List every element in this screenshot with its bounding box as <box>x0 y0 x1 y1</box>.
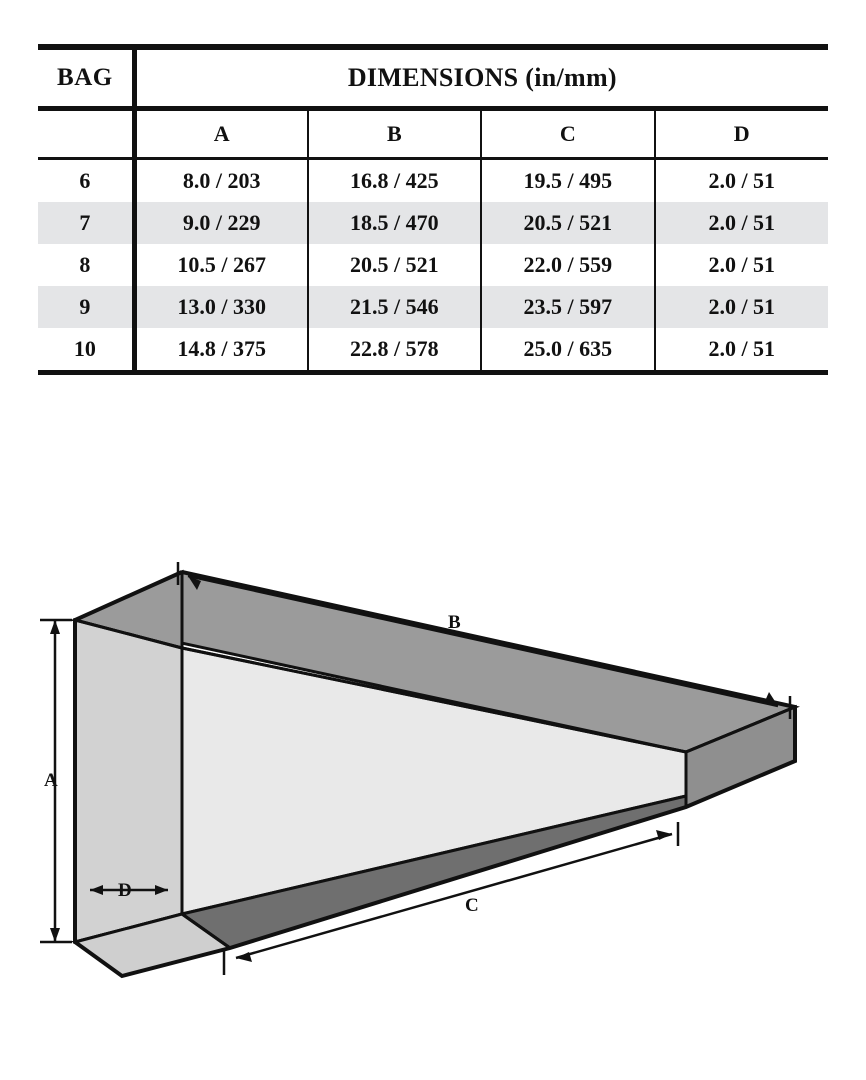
cell-bag-size: 8 <box>38 244 134 286</box>
cell-bag-size: 9 <box>38 286 134 328</box>
cell-bag-size: 6 <box>38 159 134 203</box>
cell-dim-d: 2.0 / 51 <box>655 244 829 286</box>
cell-dim-b: 18.5 / 470 <box>308 202 481 244</box>
dim-arrow-a-top <box>50 620 60 634</box>
table-row <box>38 202 828 244</box>
cell-dim-c: 19.5 / 495 <box>481 159 654 203</box>
cell-dim-c: 20.5 / 521 <box>481 202 654 244</box>
cell-dim-a: 9.0 / 229 <box>134 202 307 244</box>
dimension-label-b: B <box>448 612 461 633</box>
dimension-label-d: D <box>118 880 132 901</box>
cell-dim-d: 2.0 / 51 <box>655 286 829 328</box>
cell-dim-b: 21.5 / 546 <box>308 286 481 328</box>
bag-isometric-drawing <box>0 430 866 1080</box>
table-row <box>38 159 828 203</box>
table-header-row-main <box>38 50 828 109</box>
cell-dim-b: 22.8 / 578 <box>308 328 481 373</box>
cell-dim-a: 13.0 / 330 <box>134 286 307 328</box>
column-header-c: C <box>481 109 654 159</box>
cell-dim-d: 2.0 / 51 <box>655 159 829 203</box>
cell-dim-a: 8.0 / 203 <box>182 168 261 193</box>
dimensions-table-container <box>38 50 828 375</box>
cell-dim-c: 22.0 / 559 <box>481 244 654 286</box>
dimension-label-c: C <box>465 895 479 916</box>
cell-dim-b: 20.5 / 521 <box>308 244 481 286</box>
column-header-a: A <box>134 109 307 159</box>
header-bag: BAG <box>38 50 134 109</box>
table-row <box>38 328 828 373</box>
dimensions-table <box>38 50 828 375</box>
cell-bag-size: 7 <box>38 202 134 244</box>
cell-dim-b: 16.8 / 425 <box>308 159 481 203</box>
column-header-d: D <box>655 109 829 159</box>
column-header-b: B <box>308 109 481 159</box>
header-dimensions: DIMENSIONS (in/mm) <box>134 50 828 109</box>
cell-dim-c: 25.0 / 635 <box>481 328 654 373</box>
table-header-row-columns <box>38 109 828 159</box>
header-spacer <box>38 109 134 159</box>
cell-dim-c: 23.5 / 597 <box>481 286 654 328</box>
cell-dim-a: 14.8 / 375 <box>134 328 307 373</box>
table-row <box>38 286 828 328</box>
cell-dim-d: 2.0 / 51 <box>655 328 829 373</box>
dimension-label-a: A <box>44 770 58 791</box>
cell-bag-size: 10 <box>38 328 134 373</box>
dim-arrow-a-bottom <box>50 928 60 942</box>
cell-dim-a: 10.5 / 267 <box>177 252 266 277</box>
table-row <box>38 244 828 286</box>
cell-dim-d: 2.0 / 51 <box>655 202 829 244</box>
